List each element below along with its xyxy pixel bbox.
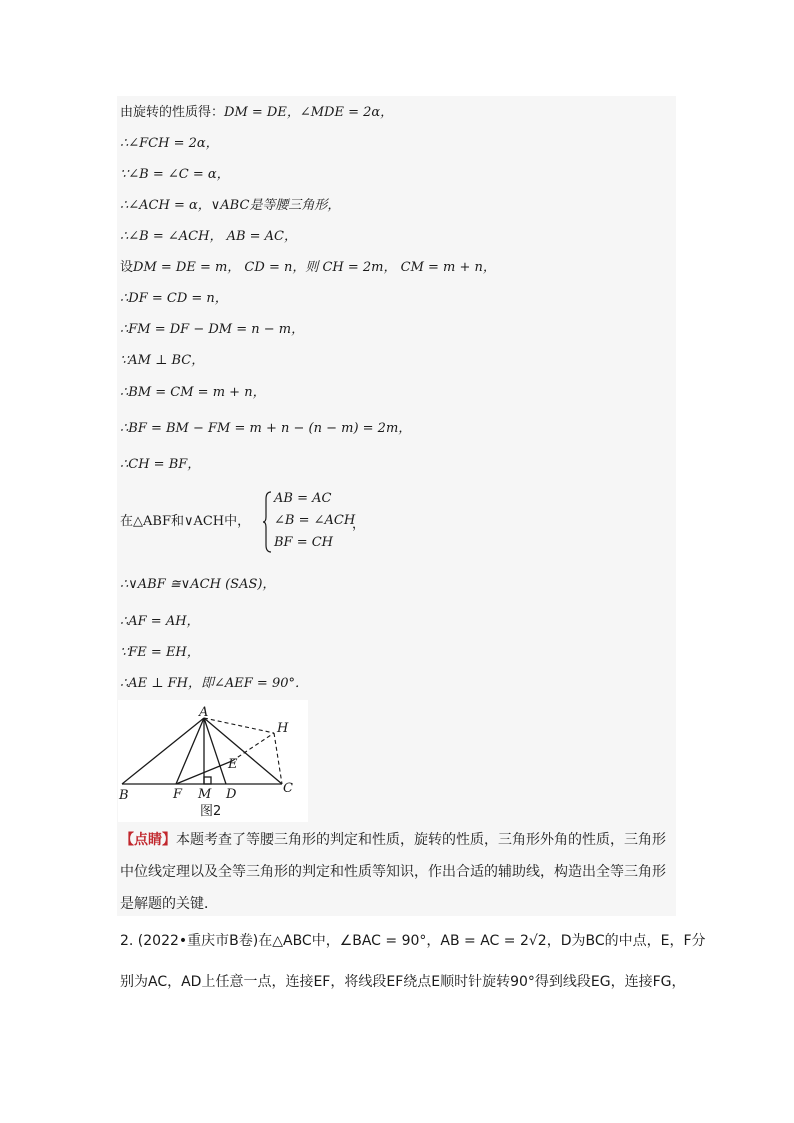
label-a: A	[199, 705, 209, 720]
system-suffix: ，	[352, 517, 366, 532]
label-e: E	[228, 757, 238, 772]
label-m: M	[198, 787, 212, 802]
solution-line-8: ∴FM = DF − DM = n − m，	[120, 322, 305, 337]
solution-line-10: ∴BM = CM = m + n，	[120, 385, 266, 400]
solution-line-12: ∴CH = BF，	[120, 457, 201, 472]
question-line-1: 2. (2022•重庆市B卷)在△ABC中，∠BAC = 90°，AB = AC = 2√2，D为BC的中点，E，F分	[120, 933, 706, 949]
geometry-figure	[118, 700, 308, 822]
solution-line-3: ∵∠B = ∠C = α，	[120, 167, 230, 182]
system-row-1: AB = AC	[274, 491, 332, 506]
figure-caption: 图2	[200, 804, 222, 819]
conclusion-line-1: ∴∨ABF ≅∨ACH (SAS)，	[120, 577, 276, 592]
equation-system	[262, 491, 382, 553]
solution-line-6: 设DM = DE = m， CD = n，则 CH = 2m， CM = m + n，	[120, 260, 496, 275]
system-row-3: BF = CH	[274, 535, 334, 550]
system-prefix: 在△ABF和∨ACH中，	[120, 514, 251, 529]
solution-line-2: ∴∠FCH = 2α，	[120, 136, 219, 151]
question-line-2: 别为AC，AD上任意一点，连接EF，将线段EF绕点E顺时针旋转90°得到线段EG，连接FG，	[120, 974, 686, 990]
label-h: H	[277, 721, 289, 736]
solution-line-11: ∴BF = BM − FM = m + n − (n − m) = 2m，	[120, 421, 412, 436]
system-row-2: ∠B = ∠ACH	[274, 513, 356, 528]
comment-paragraph	[120, 824, 676, 920]
solution-line-4: ∴∠ACH = α，∨ABC是等腰三角形，	[120, 198, 341, 213]
solution-line-1: 由旋转的性质得：DM = DE，∠MDE = 2α，	[120, 105, 394, 120]
solution-line-7: ∴DF = CD = n，	[120, 291, 228, 306]
left-brace-icon	[262, 491, 272, 553]
solution-line-9: ∵AM ⊥ BC，	[120, 353, 205, 368]
label-b: B	[119, 788, 129, 803]
conclusion-line-4: ∴AE ⊥ FH，即∠AEF = 90°．	[120, 676, 308, 691]
label-f: F	[173, 787, 183, 802]
comment-text: 本题考查了等腰三角形的判定和性质，旋转的性质，三角形外角的性质，三角形中位线定理以及全等三角形的判定和性质等知识，作出合适的辅助线，构造出全等三角形是解题的关键．	[120, 832, 666, 912]
solution-line-5: ∴∠B = ∠ACH， AB = AC，	[120, 229, 298, 244]
label-d: D	[226, 787, 237, 802]
conclusion-line-3: ∵FE = EH，	[120, 645, 200, 660]
comment-tag: 【点睛】	[120, 832, 176, 848]
label-c: C	[283, 781, 293, 796]
triangle-diagram	[118, 700, 308, 822]
conclusion-line-2: ∴AF = AH，	[120, 614, 200, 629]
